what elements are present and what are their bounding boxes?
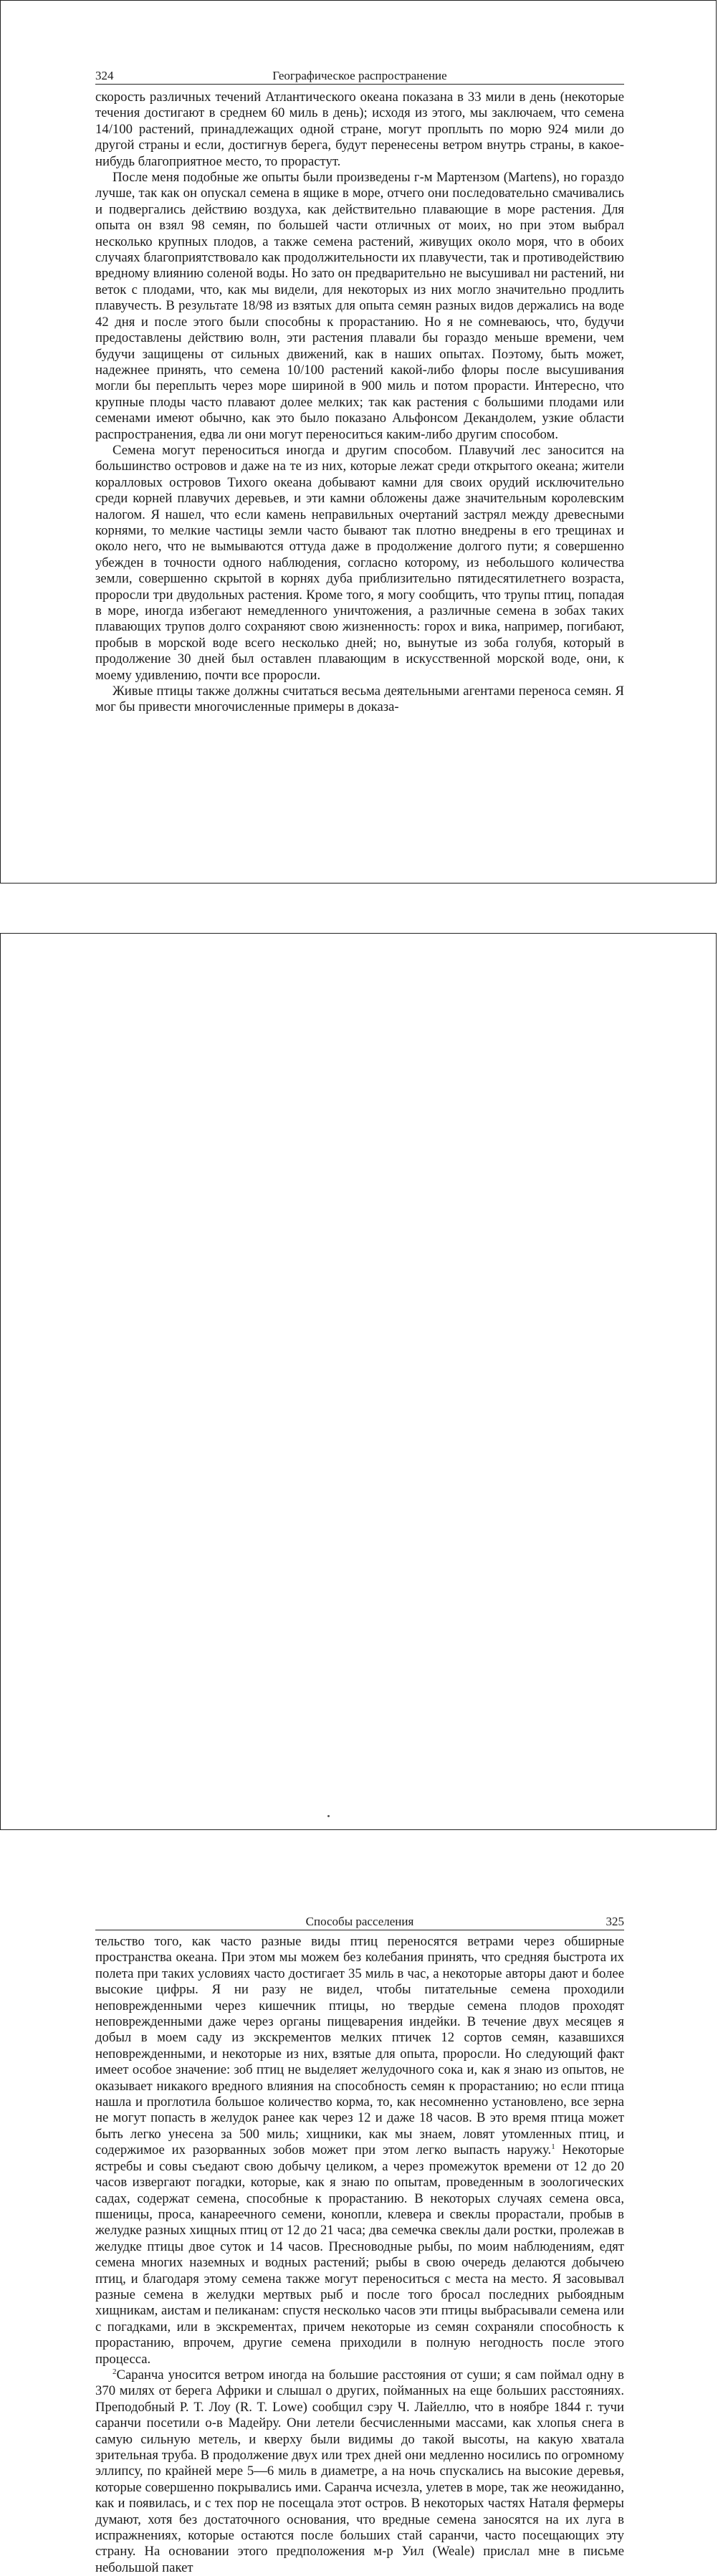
body-text: [95, 1934, 624, 2576]
body-text: [95, 90, 624, 716]
page-number: 325: [605, 1915, 624, 1928]
paragraph: Семена могут переноситься иногда и другим способом. Плавучий лес заносится на большинство островов и даже на те из них, которые лежат среди открытого океана; жители коралловых островов Тихого океана добывают камни для своих орудий исключительно среди корней плавучих деревьев, и эти камни обложены даже значительным королевским налогом. Я нашел, что если камень неправильных очертаний застрял между древесными корнями, то мелкие частицы земли часто бывают так плотно внедрены в его трещинах и около него, что не вымываются оттуда даже в продолжение долгого пути; я совершенно убежден в точности одного наблюдения, согласно которому, из небольшого количества земли, совершенно скрытой в корнях дуба приблизительно пятидесятилетнего возраста, проросли три двудольных растения. Кроме того, я могу сообщить, что трупы птиц, попадая в море, иногда избегают немедленного уничтожения, а различные семена в зобах таких плавающих трупов долго сохраняют свою жизненность: горох и вика, например, погибают, пробыв в морской воде всего несколько дней; но, вынутые из зоба голубя, который в продолжение 30 дней был оставлен плавающим в искусственной морской воде, они, к моему удивлению, почти все проросли.: [95, 442, 624, 683]
footnote-marker: 2: [113, 2367, 117, 2376]
paragraph: скорость различных течений Атлантического океана показана в 33 мили в день (некоторые течения достигают в среднем 60 миль в день); исходя из этого, мы заключаем, что семена 14/100 растений, принадлежащих одной стране, могут проплыть по морю 924 мили до другой страны и если, достигнув берега, будут перенесены ветром внутрь страны, в какое-нибудь благоприятное место, то прорастут.: [95, 90, 624, 169]
paragraph: [95, 1934, 624, 2367]
running-header: [95, 1911, 624, 1930]
running-head-title: Географическое распространение: [272, 69, 447, 82]
footnote: [95, 2367, 624, 2576]
paragraph: Живые птицы также должны считаться весьма деятельными агентами переноса семян. Я мог бы привести многочисленные примеры в доказа-: [95, 684, 624, 715]
page-number: 324: [95, 69, 114, 82]
page-gap: [0, 884, 718, 933]
footnote-text: Саранча уносится ветром иногда на большие расстояния от суши; я сам поймал одну в 370 милях от берега Африки и слышал о других, пойманных на еще больших расстояниях. Преподобный Р. Т. Лоу (R. T. Lowe) сообщил сэру Ч. Лайеллю, что в ноябре 1844 г. тучи саранчи посетили о-в Мадейру. Они летели бесчисленными массами, как хлопья снега в самую сильную метель, и кверху были видимы до такой высоты, на какую хватала зрительная труба. В продолжение двух или трех дней они медленно носились по огромному эллипсу, по крайней мере 5—6 миль в диаметре, а на ночь спускались на высокие деревья, которые совершенно покрывались ими. Саранча исчезла, улетев в море, так же неожиданно, как и появилась, и с тех пор не посещала этот остров. В некоторых частях Наталя фермеры думают, хотя без достаточного основания, что вредные семена заносятся на их луга в испражнениях, которые остаются после больших стай саранчи, часто посещающих эту страну. На основании этого предположения м-р Уил (Weale) прислал мне в письме небольшой пакет: [95, 2367, 624, 2575]
paragraph-text: тельство того, как часто разные виды птиц переносятся ветрами через обширные пространства океана. При этом мы можем без колебания принять, что средняя быстрота их полета при таких условиях часто достигает 35 миль в час, а некоторые авторы дают и более высокие цифры. Я ни разу не видел, чтобы питательные семена проходили неповрежденными через кишечник птицы, но твердые семена плодов проходят неповрежденными даже через органы пищеварения индейки. В течение двух месяцев я добыл в моем саду из экскрементов мелких птичек 12 сортов семян, казавшихся неповрежденными, и некоторые из них, взятые для опыта, проросли. Но следующий факт имеет особое значение: зоб птиц не выделяет желудочного сока и, как я знаю из опытов, не оказывает никакого вредного влияния на способность семян к прорастанию; но если птица нашла и проглотила большое количество корма, то, как несомненно установлено, все зерна не могут попасть в желудок ранее как через 12 и даже 18 часов. В это время птица может быть легко унесена за 500 миль; хищники, как мы знаем, ловят утомленных птиц, и содержимое их разорванных зобов может при этом легко выпасть наружу.: [95, 1934, 624, 2158]
paragraph: После меня подобные же опыты были произведены г-м Мартензом (Martens), но гораздо лучше, так как он опускал семена в ящике в море, отчего они последовательно смачивались и подвергались действию воздуха, как действительно плавающие в море растения. Для опыта он взял 98 семян, по большей части отличных от моих, но при этом выбрал несколько крупных плодов, а также семена растений, живущих около моря, что в обоих случаях благоприятствовало как продолжительности их плавучести, так и противодействию вредному влиянию соленой воды. Но зато он предварительно не высушивал ни растений, ни веток с плодами, что, как мы видели, для некоторых из них могло значительно продлить плавучесть. В результате 18/98 из взятых для опыта семян разных видов держались на воде 42 дня и после этого были способны к прорастанию. Но я не сомневаюсь, что, будучи предоставлены действию волн, эти растения плавали бы гораздо меньше времени, чем будучи защищены от сильных движений, как в наших опытах. Поэтому, быть может, надежнее принять, что семена 10/100 растений какой-либо флоры после высушивания могли бы переплыть через море шириной в 900 миль и потом прорасти. Интересно, что крупные плоды часто плавают долее мелких; так как растения с большими плодами или семенами имеют обычно, как это было показано Альфонсом Декандолем, узкие области распространения, едва ли они могут переноситься каким-либо другим способом.: [95, 170, 624, 442]
paragraph-text: Некоторые ястребы и совы съедают свою добычу целиком, а через промежуток времени от 12 до 20 часов извергают погадки, которые, как я знаю по опытам, проведенным в зоологических садах, содержат семена, способные к прорастанию. В некоторых случаях семена овса, пшеницы, проса, канареечного семени, конопли, клевера и свеклы прорастали, пробыв в желудке разных хищных птиц от 12 до 21 часа; два семечка свеклы дали ростки, пролежав в желудке птицы двое суток и 14 часов. Пресноводные рыбы, по моим наблюдениям, едят семена многих наземных и водных растений; рыбы в свою очередь делаются добычею птиц, и благодаря этому семена также могут переноситься с места на место. Я засовывал разные семена в желудки мертвых рыб и после того бросал последних рыбоядным хищникам, аистам и пеликанам: спустя несколько часов эти птицы выбрасывали семена или с погадками, или в экскрементах, причем некоторые из семян сохраняли способность к прорастанию, впрочем, другие семена приходили в полную негодность после этого процесса.: [95, 2142, 624, 2367]
page-325: [0, 933, 717, 2575]
scan-speck: [327, 1815, 330, 1817]
running-header: [95, 65, 624, 85]
footnote-marker: 1: [551, 2142, 555, 2152]
running-head-title: Способы расселения: [305, 1915, 414, 1928]
page-324: [0, 0, 717, 884]
